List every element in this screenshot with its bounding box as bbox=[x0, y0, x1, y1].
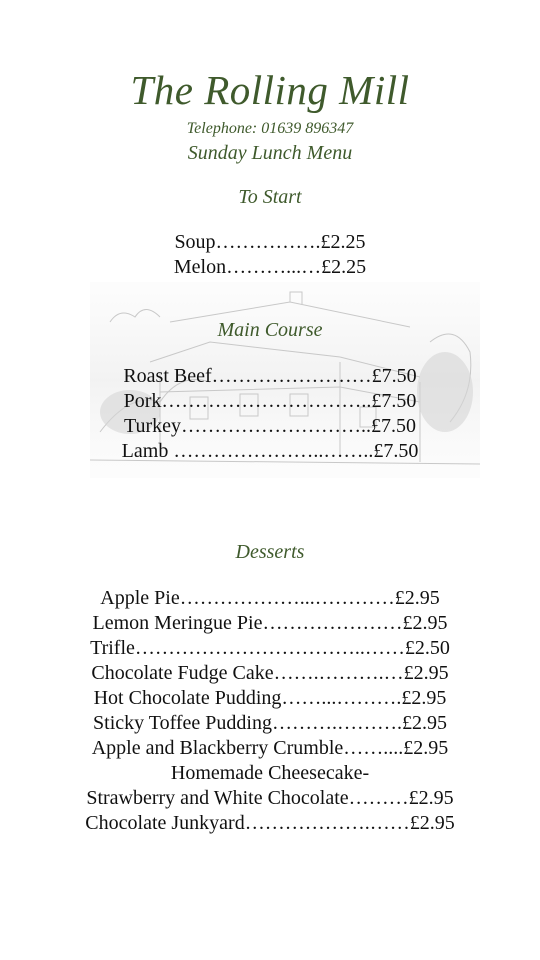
menu-item-chocolate-fudge-cake: Chocolate Fudge Cake…….……….…£2.95 bbox=[91, 662, 449, 684]
menu-item-roast-beef: Roast Beef……………………£7.50 bbox=[123, 365, 417, 387]
menu-subtitle: Sunday Lunch Menu bbox=[187, 142, 353, 164]
telephone-number: Telephone: 01639 896347 bbox=[186, 120, 354, 137]
section-heading-main-course: Main Course bbox=[217, 319, 323, 341]
menu-item-strawberry-white-chocolate-cheesecake: Strawberry and White Chocolate………£2.95 bbox=[86, 787, 454, 809]
menu-item-hot-chocolate-pudding: Hot Chocolate Pudding……...……….£2.95 bbox=[93, 687, 447, 709]
main-course-list bbox=[0, 364, 540, 464]
menu-item-cheesecake-heading: Homemade Cheesecake- bbox=[170, 762, 370, 784]
menu-item-lamb: Lamb …………………..……..£7.50 bbox=[121, 440, 419, 462]
section-heading-desserts: Desserts bbox=[235, 541, 305, 563]
menu-item-sticky-toffee-pudding: Sticky Toffee Pudding……….……….£2.95 bbox=[93, 712, 447, 734]
menu-item-soup: Soup…………….£2.25 bbox=[174, 231, 366, 253]
menu-item-lemon-meringue-pie: Lemon Meringue Pie…………………£2.95 bbox=[92, 612, 448, 634]
menu-item-pork: Pork…………………………..£7.50 bbox=[123, 390, 417, 412]
menu-item-turkey: Turkey………………………..£7.50 bbox=[123, 415, 417, 437]
menu-item-melon: Melon………...…£2.25 bbox=[173, 256, 367, 278]
starters-list bbox=[0, 230, 540, 280]
menu-item-apple-blackberry-crumble: Apple and Blackberry Crumble……....£2.95 bbox=[91, 737, 449, 759]
menu-item-trifle: Trifle……………………………..……£2.50 bbox=[90, 637, 450, 659]
restaurant-title: The Rolling Mill bbox=[130, 67, 410, 113]
section-heading-starters: To Start bbox=[238, 186, 302, 208]
menu-item-apple-pie: Apple Pie………………...…………£2.95 bbox=[100, 587, 440, 609]
menu-item-chocolate-junkyard: Chocolate Junkyard……………….……£2.95 bbox=[85, 812, 455, 834]
desserts-list bbox=[0, 586, 540, 836]
